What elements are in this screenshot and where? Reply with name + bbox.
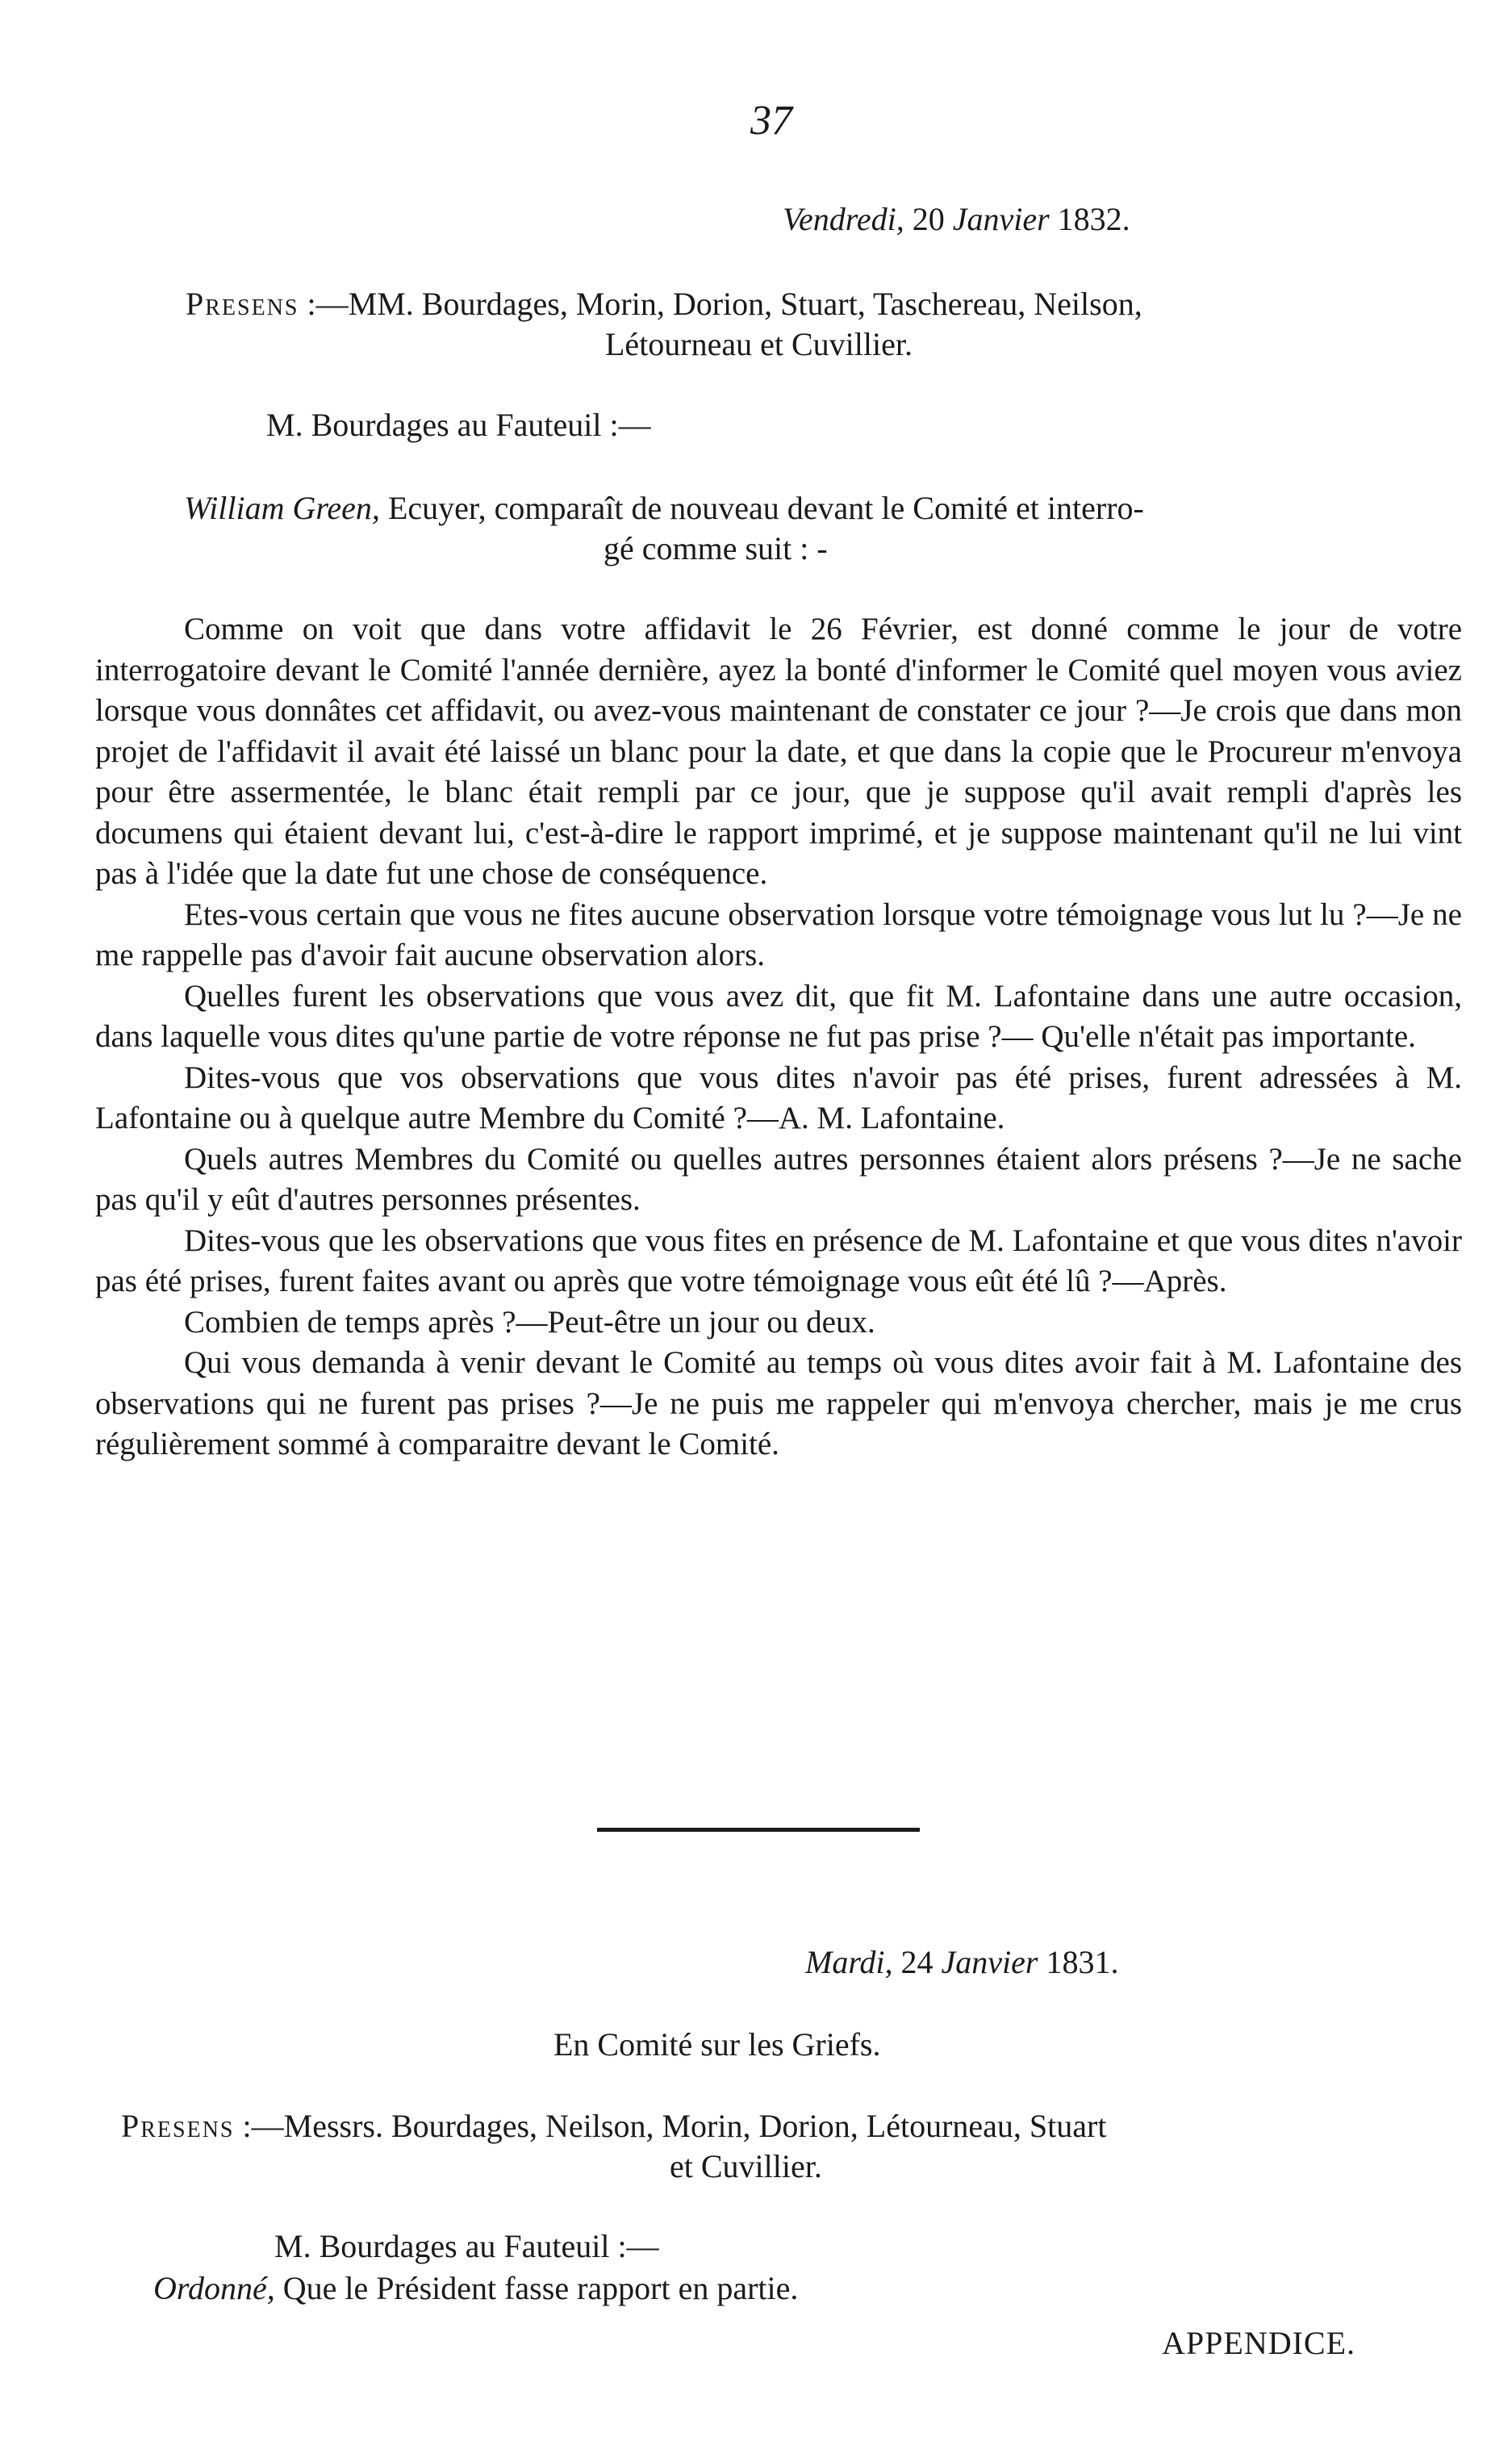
section-divider [597, 1828, 920, 1832]
presens-label: Presens [186, 286, 299, 322]
order-label: Ordonné, [153, 2270, 275, 2306]
session2-chair: M. Bourdages au Fauteuil :— [274, 2228, 659, 2264]
presens-members-cont: Létourneau et Cuvillier. [605, 326, 913, 362]
presens-label: Presens [121, 2108, 235, 2144]
testimony-paragraph: Quels autres Membres du Comité ou quelles autres personnes étaient alors présens ?—Je ne sache pas qu'il y eût d'autres personnes présentes. [95, 1141, 1462, 1217]
page-number: 37 [750, 98, 792, 144]
presens-members: MM. Bourdages, Morin, Dorion, Stuart, Taschereau, Neilson, [348, 286, 1142, 322]
testimony-body [95, 609, 1462, 1465]
date-num: 20 [912, 201, 945, 237]
witness-name: William Green, [184, 490, 380, 526]
testimony-paragraph: Quelles furent les observations que vous avez dit, que fit M. Lafontaine dans une autre occasion, dans laquelle vous dites qu'une partie de votre réponse ne fut pas prise ?— Qu'elle n'était pas importante. [95, 978, 1462, 1054]
date-day: Mardi, [805, 1944, 893, 1980]
date-day: Vendredi, [783, 201, 904, 237]
session1-chair: M. Bourdages au Fauteuil :— [266, 407, 651, 443]
order-line [153, 2269, 798, 2307]
testimony-paragraph: Dites-vous que vos observations que vous dites n'avoir pas été prises, furent adressées à M. Lafontaine ou à quelque autre Membre du Comité ?—A. M. Lafontaine. [95, 1060, 1462, 1135]
session1-presens: Presens :—MM. Bourdages, Morin, Dorion, Stuart, Taschereau, Neilson, Létourneau et Cuvillier. [186, 284, 1476, 365]
testimony-paragraph: Comme on voit que dans votre affidavit le 26 Février, est donné comme le jour de votre interrogatoire devant le Comité l'année dernière, ayez la bonté d'informer le Comité quel moyen vous aviez lorsque vous donnâtes cet affidavit, ou avez-vous maintenant de constater ce jour ?—Je crois que dans mon projet de l'affidavit il avait été laissé un blanc pour la date, et que dans la copie que le Procureur m'envoya pour être assermentée, le blanc était rempli par ce jour, que je suppose qu'il avait rempli d'après les documens qui étaient devant lui, c'est-à-dire le rapport imprimé, et je suppose maintenant qu'il ne lui vint pas à l'idée que la date fut une chose de conséquence. [95, 612, 1462, 891]
session1-date [783, 200, 1130, 238]
date-month: Janvier [941, 1944, 1038, 1980]
testimony-paragraph: Qui vous demanda à venir devant le Comité au temps où vous dites avoir fait à M. Lafontaine des observations qui ne furent pas prises ?—Je ne puis me rappeler qui m'envoya chercher, mais je me crus régulièrement sommé à comparaitre devant le Comité. [95, 1345, 1462, 1461]
order-text: Que le Président fasse rapport en partie. [274, 2270, 799, 2306]
date-month: Janvier [952, 201, 1050, 237]
date-year: 1832. [1057, 201, 1130, 237]
committee-heading: En Comité sur les Griefs. [553, 2026, 881, 2063]
presens-members-cont: et Cuvillier. [670, 2148, 822, 2184]
presens-members: Messrs. Bourdages, Neilson, Morin, Dorion, Létourneau, Stuart [283, 2108, 1107, 2144]
session2-date [805, 1943, 1118, 1981]
appendix-label: APPENDICE. [1162, 2325, 1356, 2361]
witness-intro: William Green, Ecuyer, comparaît de nouveau devant le Comité et interro- gé comme suit : - [184, 490, 1144, 566]
session2-presens: Presens :—Messrs. Bourdages, Neilson, Morin, Dorion, Létourneau, Stuart et Cuvillier. [121, 2106, 1476, 2187]
testimony-paragraph: Dites-vous que les observations que vous fites en présence de M. Lafontaine et que vous dites n'avoir pas été prises, furent faites avant ou après que votre témoignage vous eût été lû ?—Après. [95, 1223, 1462, 1298]
date-num: 24 [900, 1944, 934, 1980]
testimony-paragraph: Combien de temps après ?—Peut-être un jour ou deux. [184, 1304, 875, 1340]
testimony-paragraph: Etes-vous certain que vous ne fites aucune observation lorsque votre témoignage vous lut lu ?—Je ne me rappelle pas d'avoir fait aucune observation alors. [95, 897, 1462, 972]
date-year: 1831. [1046, 1944, 1119, 1980]
